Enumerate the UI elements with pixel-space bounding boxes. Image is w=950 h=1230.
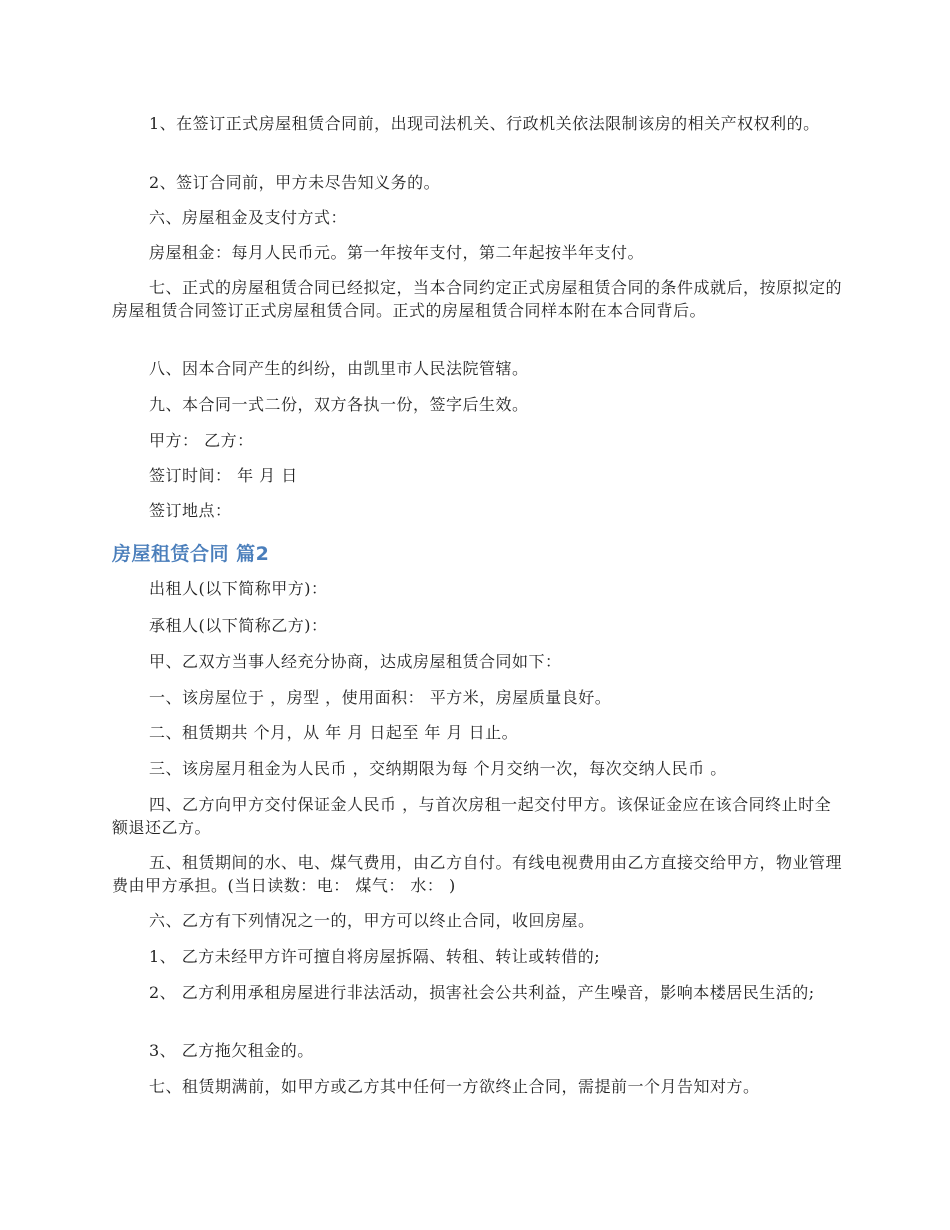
- paragraph-property-location: 一、该房屋位于 ，房型 ，使用面积： 平方米，房屋质量良好。: [149, 688, 612, 707]
- paragraph-clause-2: 2、签订合同前，甲方未尽告知义务的。: [149, 173, 441, 192]
- paragraph-lessee: 承租人(以下简称乙方)：: [149, 616, 328, 635]
- section-heading: 房屋租赁合同 篇2: [112, 543, 270, 565]
- paragraph-parties-signature: 甲方： 乙方：: [149, 431, 254, 450]
- paragraph-condition-2: 2、 乙方利用承租房屋进行非法活动，损害社会公共利益，产生噪音，影响本楼居民生活的;: [149, 983, 815, 1002]
- paragraph-jurisdiction: 八、因本合同产生的纠纷，由凯里市人民法院管辖。: [149, 359, 529, 378]
- paragraph-rent-heading: 六、房屋租金及支付方式：: [149, 208, 348, 227]
- paragraph-lease-term: 二、租赁期共 个月，从 年 月 日起至 年 月 日止。: [149, 723, 519, 742]
- paragraph-early-termination: 七、租赁期满前，如甲方或乙方其中任何一方欲终止合同，需提前一个月告知对方。: [149, 1077, 760, 1096]
- paragraph-deposit: 四、乙方向甲方交付保证金人民币 ，与首次房租一起交付甲方。该保证金应在该合同终止时全额退还乙方。: [112, 795, 832, 837]
- paragraph-formal-contract: 七、正式的房屋租赁合同已经拟定，当本合同约定正式房屋租赁合同的条件成就后，按原拟定的房屋租赁合同签订正式房屋租赁合同。正式的房屋租赁合同样本附在本合同背后。: [112, 278, 843, 320]
- paragraph-agreement-intro: 甲、乙双方当事人经充分协商，达成房屋租赁合同如下：: [149, 652, 562, 671]
- paragraph-lessor: 出租人(以下简称甲方)：: [149, 579, 328, 598]
- paragraph-signing-date: 签订时间： 年 月 日: [149, 466, 298, 485]
- paragraph-condition-1: 1、 乙方未经甲方许可擅自将房屋拆隔、转租、转让或转借的;: [149, 947, 601, 966]
- paragraph-copies: 九、本合同一式二份，双方各执一份，签字后生效。: [149, 395, 529, 414]
- paragraph-termination-conditions: 六、乙方有下列情况之一的，甲方可以终止合同，收回房屋。: [149, 911, 595, 930]
- paragraph-signing-place: 签订地点：: [149, 501, 232, 520]
- paragraph-condition-3: 3、 乙方拖欠租金的。: [149, 1041, 314, 1060]
- paragraph-clause-1: 1、在签订正式房屋租赁合同前，出现司法机关、行政机关依法限制该房的相关产权权利的。: [149, 114, 820, 133]
- paragraph-utilities: 五、租赁期间的水、电、煤气费用，由乙方自付。有线电视费用由乙方直接交给甲方，物业管理费由甲方承担。(当日读数：电： 煤气： 水： ): [112, 853, 843, 895]
- paragraph-rent-amount: 房屋租金：每月人民币元。第一年按年支付，第二年起按半年支付。: [149, 243, 645, 262]
- paragraph-monthly-rent: 三、该房屋月租金为人民币 ，交纳期限为每 个月交纳一次，每次交纳人民币 。: [149, 759, 727, 778]
